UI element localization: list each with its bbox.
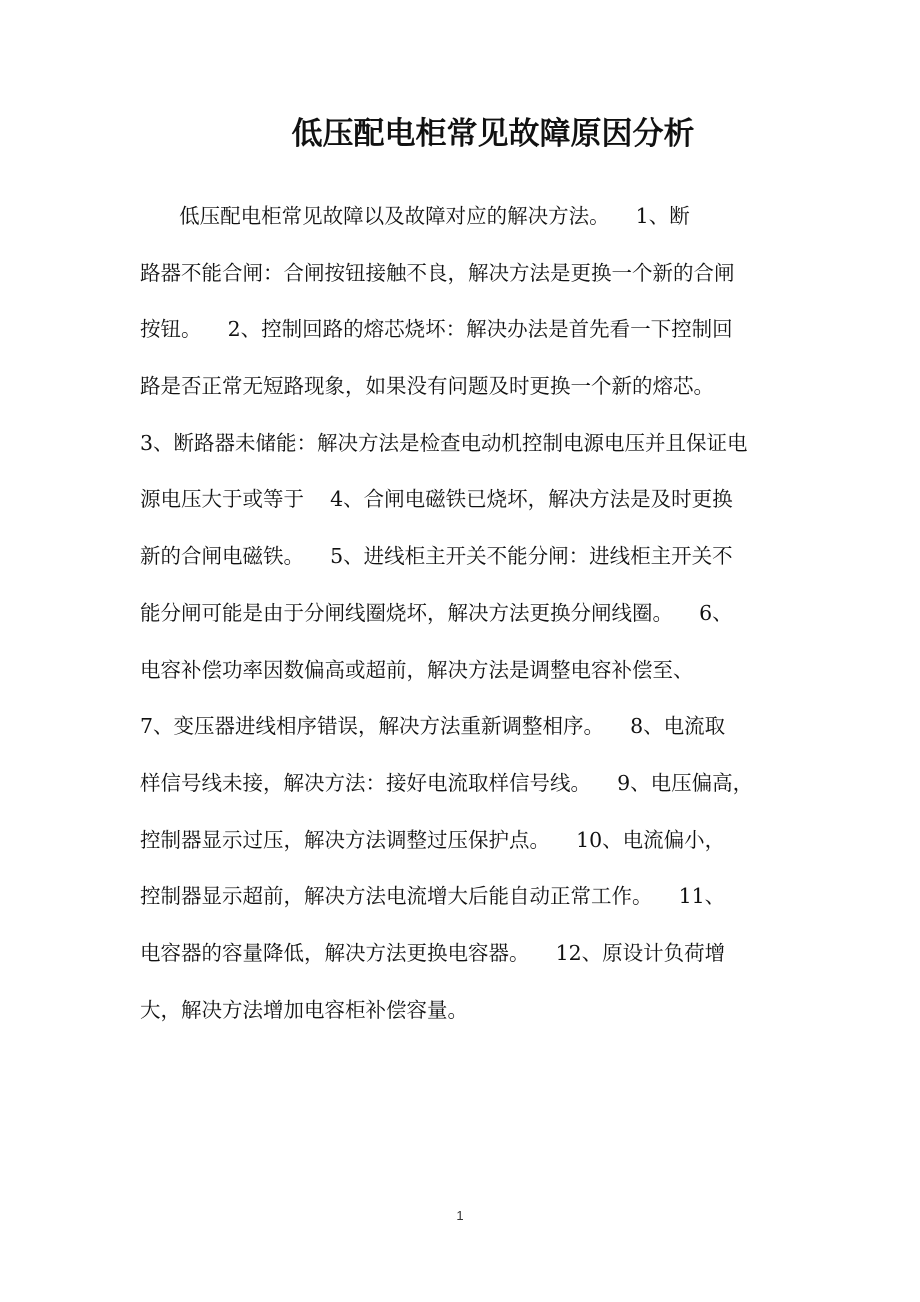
body-line: 路是否正常无短路现象，如果没有问题及时更换一个新的熔芯。 xyxy=(140,374,714,399)
body-line: 大，解决方法增加电容柜补偿容量。 xyxy=(140,997,468,1022)
body-line: 7、变压器进线相序错误，解决方法重新调整相序。 8、电流取 xyxy=(140,714,726,739)
document-body xyxy=(140,188,800,1038)
body-line: 低压配电柜常见故障以及故障对应的解决方法。 1、断 xyxy=(140,204,690,228)
body-line: 新的合闸电磁铁。 5、进线柜主开关不能分闸：进线柜主开关不 xyxy=(140,544,733,569)
page-number: 1 xyxy=(456,1208,464,1223)
body-line: 控制器显示超前，解决方法电流增大后能自动正常工作。 11、 xyxy=(140,884,726,909)
document-title: 低压配电柜常见故障原因分析 xyxy=(291,116,695,152)
body-line: 3、断路器未储能：解决方法是检查电动机控制电源电压并且保证电 xyxy=(140,430,748,455)
body-line: 源电压大于或等于 4、合闸电磁铁已烧坏，解决方法是及时更换 xyxy=(140,487,733,512)
body-line: 路器不能合闸：合闸按钮接触不良，解决方法是更换一个新的合闸 xyxy=(140,260,735,285)
body-line: 按钮。 2、控制回路的熔芯烧坏：解决办法是首先看一下控制回 xyxy=(140,317,733,342)
body-line: 电容补偿功率因数偏高或超前，解决方法是调整电容补偿至、 xyxy=(140,657,694,682)
body-line: 控制器显示过压，解决方法调整过压保护点。 10、电流偏小， xyxy=(140,827,726,852)
body-line: 能分闸可能是由于分闸线圈烧坏，解决方法更换分闸线圈。 6、 xyxy=(140,600,733,625)
body-line: 电容器的容量降低，解决方法更换电容器。 12、原设计负荷增 xyxy=(140,940,726,965)
body-line: 样信号线未接，解决方法：接好电流取样信号线。 9、电压偏高， xyxy=(140,770,754,795)
